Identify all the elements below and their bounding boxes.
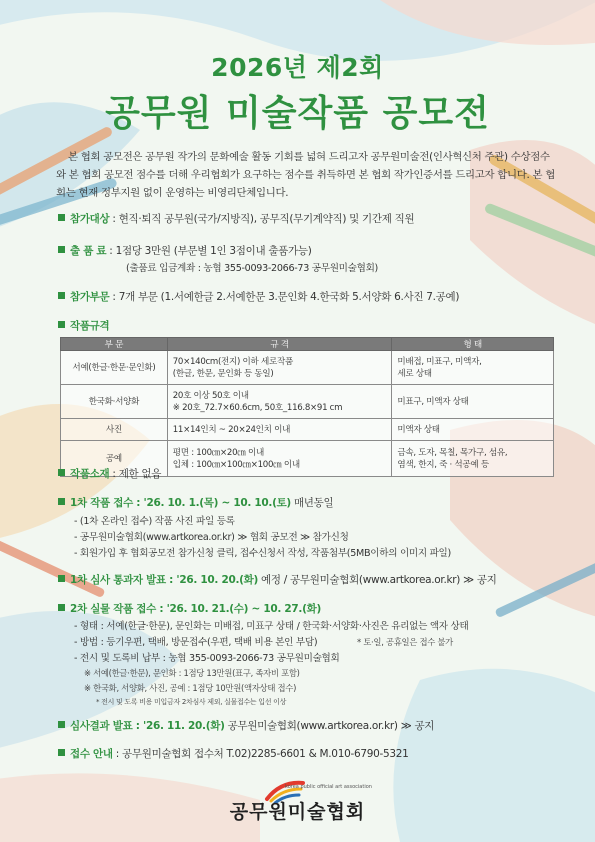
bullet-square-icon [58, 469, 65, 476]
table-header-row [61, 338, 554, 351]
fee-account: (출품료 입금계좌 : 농협 355-0093-2066-73 공무원미술협회) [126, 263, 378, 274]
table-cell-size: 20호 이상 50호 이내 ※ 20호_72.7×60.6cm, 50호_116.8×91 cm [167, 385, 392, 419]
intro-paragraph: 본 협회 공모전은 공무원 작가의 문화예술 활동 기회를 넓혀 드리고자 공무원미술전(인사혁신처 주관) 수상점수와 본 협회 공모전 점수를 더해 우리협회가 요구하는 점수를 취득하면 본 협회 작가인증서를 드리고자 합니다. 본 협회는 현재 정부지원 없이 운영하는 비영리단체입니다. [56, 151, 555, 199]
second-item: - 방법 : 등기우편, 택배, 방문접수(우편, 택배 비용 본인 부담) [74, 637, 318, 648]
table-row [61, 419, 554, 441]
logo-english-text: korea public official art association [285, 784, 372, 790]
section-category: 참가부문 : 7개 부문 (1.서예한글 2.서예한문 3.문인화 4.한국화 5.서양화 6.사진 7.공예) [58, 289, 459, 304]
table-header: 형 태 [392, 338, 554, 351]
spec-table [60, 337, 554, 477]
second-item: - 형태 : 서예(한글·한문), 문인화는 미배접, 미표구 상태 / 한국화·서양화·사진은 유리없는 액자 상태 [74, 621, 469, 632]
bullet-square-icon [58, 321, 65, 328]
table-cell-category: 한국화·서양화 [61, 385, 168, 419]
table-cell-form: 미표구, 미액자 상태 [392, 385, 554, 419]
table-cell-form: 미액자 상태 [392, 419, 554, 441]
table-row [61, 385, 554, 419]
second-item: - 전시 및 도록비 납부 : 농협 355-0093-2066-73 공무원미술협회 [74, 653, 340, 664]
table-cell-category: 사진 [61, 419, 168, 441]
bullet-square-icon [58, 246, 65, 253]
first-item: - (1차 온라인 접수) 작품 사진 파일 등록 [74, 516, 235, 527]
section-first-submission: 1차 작품 접수 : '26. 10. 1.(목) ~ 10. 10.(토) 매년동일 [58, 495, 333, 510]
section-material: 작품소재 : 제한 없음 [58, 466, 161, 481]
section-final-result: 심사결과 발표 : '26. 11. 20.(화) 공무원미술협회(www.artkorea.or.kr) ≫ 공지 [58, 718, 434, 733]
section-fee: 출 품 료 : 1점당 3만원 (부문별 1인 3점이내 출품가능) [58, 243, 312, 258]
bullet-square-icon [58, 604, 65, 611]
bullet-square-icon [58, 498, 65, 505]
small-note: * 전시 및 도록 비용 미입금자 2차심사 제외, 실물접수는 입선 이상 [96, 698, 287, 706]
table-cell-category: 서예(한글·한문·문인화) [61, 351, 168, 385]
table-cell-category: 공예 [61, 441, 168, 477]
table-row [61, 351, 554, 385]
section-contact: 접수 안내 : 공무원미술협회 접수처 T.02)2285-6601 & M.010-6790-5321 [58, 746, 408, 761]
table-cell-size: 11×14인치 ~ 20×24인치 이내 [167, 419, 392, 441]
table-cell-size: 70×140cm(전지) 이하 세로작품 (한글, 한문, 문인화 등 동일) [167, 351, 392, 385]
table-cell-size: 평면 : 100㎝×20㎝ 이내 입체 : 100㎝×100㎝×100㎝ 이내 [167, 441, 392, 477]
first-item: - 회원가입 후 협회공모전 참가신청 클릭, 접수신청서 작성, 작품첨부(5MB이하의 이미지 파일) [74, 548, 451, 559]
first-item: - 공무원미술협회(www.artkorea.or.kr) ≫ 협회 공모전 ≫ 참가신청 [74, 532, 349, 543]
section-target: 참가대상 : 현직·퇴직 공무원(국가/지방직), 공무직(무기계약직) 및 기간제 직원 [58, 211, 414, 226]
section-first-result: 1차 심사 통과자 발표 : '26. 10. 20.(화) 예정 / 공무원미술협회(www.artkorea.or.kr) ≫ 공지 [58, 572, 497, 587]
section-spec: 작품규격 [58, 318, 109, 333]
title-main: 공무원 미술작품 공모전 [105, 93, 490, 134]
title-year: 2026년 제2회 [211, 53, 384, 82]
table-cell-form: 미배접, 미표구, 미액자, 세로 상태 [392, 351, 554, 385]
table-cell-form: 금속, 도자, 목칠, 목가구, 섬유, 염색, 한지, 죽 · 석공예 등 [392, 441, 554, 477]
method-note: * 토·일, 공휴일은 접수 불가 [357, 637, 453, 647]
bullet-square-icon [58, 749, 65, 756]
logo-text: 공무원미술협회 [229, 801, 366, 823]
table-header: 규 격 [167, 338, 392, 351]
fee-note: ※ 서예(한글·한문), 문인화 : 1점당 13만원(표구, 족자비 포함) [84, 668, 300, 678]
bullet-square-icon [58, 575, 65, 582]
bullet-square-icon [58, 721, 65, 728]
fee-note: ※ 한국화, 서양화, 사진, 공예 : 1점당 10만원(액자상태 접수) [84, 683, 297, 693]
bullet-square-icon [58, 214, 65, 221]
table-header: 부 문 [61, 338, 168, 351]
section-second-submission: 2차 실물 작품 접수 : '26. 10. 21.(수) ~ 10. 27.(화) [58, 601, 321, 616]
bullet-square-icon [58, 292, 65, 299]
